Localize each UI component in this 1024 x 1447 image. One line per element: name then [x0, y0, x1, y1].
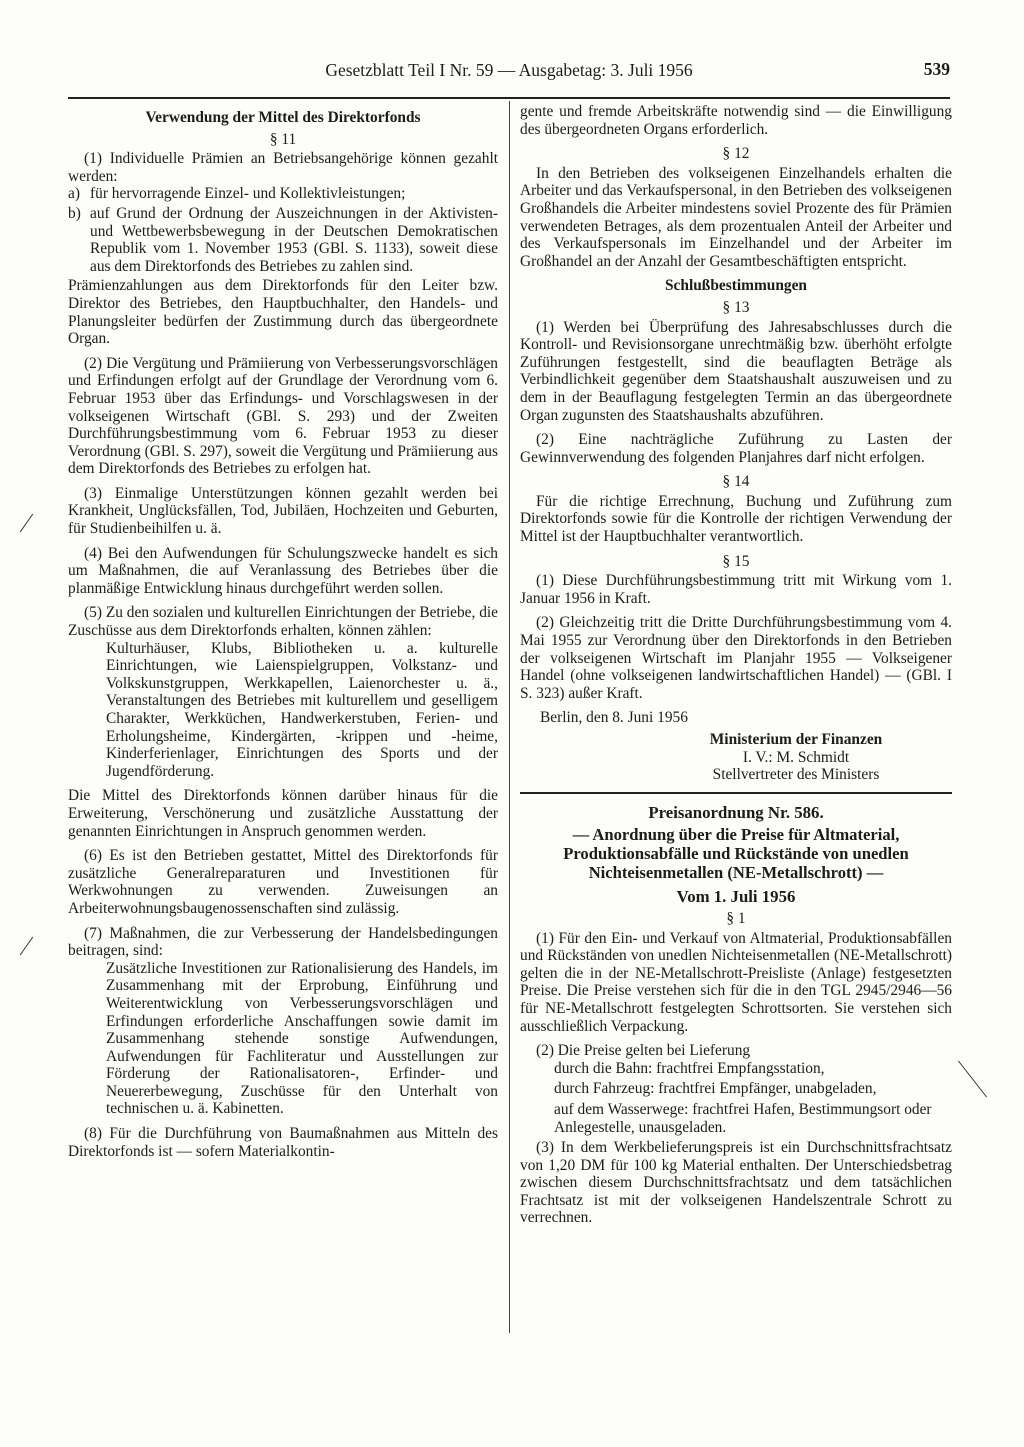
delivery-rail: durch die Bahn: frachtfrei Empfangsstation, [554, 1059, 825, 1077]
s11-p6: (6) Es ist den Betrieben gestattet, Mittel des Direktorfonds für zusätzliche Generalreparaturen und Investitionen für Werkwohnungen zu verwenden. Zuweisungen an Arbeiterwohnungsbaugenossenschaften sind zulässig. [68, 847, 498, 917]
paragraph-sign-1: § 1 [726, 909, 746, 927]
s11-p3: (3) Einmalige Unterstützungen können gezahlt werden bei Krankheit, Unglücksfällen, Tod, Jubiläen, Hochzeiten und Geburten, für Studienbeihilfen u. ä. [68, 484, 498, 538]
s11-p5-tail: Die Mittel des Direktorfonds können darüber hinaus für die Erweiterung, Verschönerung und zusätzliche Ausstattung der genannten Einrichtungen in Anspruch genommen werden. [68, 787, 498, 840]
delivery-vehicle: durch Fahrzeug: frachtfrei Empfänger, unabgeladen, [554, 1080, 877, 1098]
signatory: I. V.: M. Schmidt [742, 748, 850, 766]
page-number: 539 [923, 59, 950, 79]
pa-s1-p1: (1) Für den Ein- und Verkauf von Altmaterial, Produktionsabfällen und Rückständen von unedlen Nichteisenmetallen (NE-Metallschrott) gelten die in der NE-Metallschrott-Preisliste (Anlage) festgesetzten Preise. Die Preise verstehen sich für die in den TGL 2945/2946—56 für NE-Metallschrott festgelegten Schrottsorten. Sie verstehen sich ausschließlich Verpackung. [520, 929, 952, 1035]
paragraph-sign-14: § 14 [722, 473, 750, 491]
s11-p5-block: Kulturhäuser, Klubs, Bibliotheken u. a. kulturelle Einrichtungen, wie Laienspielgruppen, Volkstanz- und Volkskunstgruppen, Werkkapellen, Laienorchester u. ä., Veranstaltungen des Betriebes mit kulturellem und geselligem Charakter, Werkküchen, Handwerkerstuben, Ferien- und Erholungsheime, Kindergärten, -krippen und -heime, Kinderferienlager, Einrichtungen des Sports und der Jugendförderung. [106, 639, 498, 780]
price-order-date: Vom 1. Juli 1956 [676, 887, 796, 907]
section-rule [520, 792, 952, 794]
list-marker-a: a) [68, 185, 80, 203]
delivery-water: auf dem Wasserwege: frachtfrei Hafen, Bestimmungsort oder Anlegestelle, unausgeladen. [554, 1100, 932, 1136]
s11-p8-continued: gente und fremde Arbeitskräfte notwendig sind — die Einwilligung des übergeordneten Organs erforderlich. [520, 103, 952, 138]
s11-p4: (4) Bei den Aufwendungen für Schulungszwecke handelt es sich um Maßnahmen, die auf Veranlassung des Betriebes über die planmäßige Entwicklung hinaus durchgeführt werden sollen. [68, 544, 498, 597]
page-header [68, 60, 950, 90]
margin-mark-left-1 [20, 514, 33, 533]
pa-s1-p2-intro: (2) Die Preise gelten bei Lieferung [536, 1042, 751, 1060]
s15-p2: (2) Gleichzeitig tritt die Dritte Durchführungsbestimmung vom 4. Mai 1955 zur Verordnung über den Direktorfonds in den Betrieben der volkseigenen Wirtschaft im Planjahr 1955 — Volkseigener Handel (ohne volkseigenen landwirtschaftlichen Handel) — (GBl. I S. 323) außer Kraft. [520, 614, 952, 702]
s13-p1: (1) Werden bei Überprüfung des Jahresabschlusses durch die Kontroll- und Revisionsorgane unrechtmäßig bzw. überhöht erfolgte Zuführungen festgestellt, sind die beauflagten Beträge als Verbindlichkeit gegenüber dem Staatshaushalt auszuweisen und zu dem in der Beauflagung festgelegten Termin an das übergeordnete Organ zugunsten des Staatshaushalts abzuführen. [520, 318, 952, 424]
final-provisions-heading: Schlußbestimmungen [665, 277, 807, 295]
s13-p2: (2) Eine nachträgliche Zuführung zu Lasten der Gewinnverwendung des folgenden Planjahres darf nicht erfolgen. [520, 431, 952, 466]
price-order-title: Preisanordnung Nr. 586. [648, 802, 824, 822]
list-text-a: für hervorragende Einzel- und Kollektivleistungen; [90, 185, 406, 203]
s11-p1-intro: (1) Individuelle Prämien an Betriebsangehörige können gezahlt werden: [68, 150, 498, 185]
s11-p1-tail: Prämienzahlungen aus dem Direktorfonds für den Leiter bzw. Direktor des Betriebes, den Hauptbuchhalter, den Handels- und Planungsleiter bedürfen der Zustimmung durch das übergeordnete Organ. [68, 277, 498, 348]
list-text-b: auf Grund der Ordnung der Auszeichnungen in der Aktivisten- und Wettbewerbsbewegung in der Deutschen Demokratischen Republik vom 1. November 1953 (GBl. S. 1133), soweit diese aus dem Direktorfonds des Betriebes zu zahlen sind. [90, 204, 498, 275]
header-title: Gesetzblatt Teil I Nr. 59 — Ausgabetag: 3. Juli 1956 [325, 60, 693, 80]
signatory-role: Stellvertreter des Ministers [712, 766, 880, 784]
s11-p7-intro: (7) Maßnahmen, die zur Verbesserung der Handelsbedingungen beitragen, sind: [68, 924, 498, 960]
place-date: Berlin, den 8. Juni 1956 [540, 709, 688, 727]
list-item-b [68, 205, 498, 275]
section-heading-direktorfonds: Verwendung der Mittel des Direktorfonds [145, 109, 421, 126]
paragraph-sign-13: § 13 [722, 298, 750, 316]
right-column [520, 103, 952, 1234]
column-divider [509, 101, 510, 1333]
margin-mark-left-2 [20, 937, 33, 956]
left-column [68, 105, 498, 1167]
paragraph-sign-12: § 12 [722, 145, 750, 163]
price-order-subtitle: — Anordnung über die Preise für Altmaterial, Produktionsabfälle und Rückstände von unedlen Nichteisenmetallen (NE-Metallschrott) — [563, 825, 909, 883]
list-marker-b: b) [68, 204, 81, 222]
s14-text: Für die richtige Errechnung, Buchung und Zuführung zum Direktorfonds sowie für die Kontrolle der richtigen Verwendung der Mittel ist der Hauptbuchhalter verantwortlich. [520, 492, 952, 546]
s15-p1: (1) Diese Durchführungsbestimmung tritt mit Wirkung vom 1. Januar 1956 in Kraft. [520, 572, 952, 607]
s11-p5-intro: (5) Zu den sozialen und kulturellen Einrichtungen der Betriebe, die Zuschüsse aus dem Direktorfonds erhalten, können zählen: [68, 604, 498, 640]
margin-mark-right [958, 1061, 987, 1098]
s11-p7-block: Zusätzliche Investitionen zur Rationalisierung des Handels, im Zusammenhang mit der Erprobung, Einführung und Weiterentwicklung von Verbesserungsvorschlägen und Erfindungen erforderliche Anschaffungen sowie damit im Zusammenhang stehende sonstige Aufwendungen, Aufwendungen für Fachliteratur und Ausstellungen zur Förderung der Rationalisatoren-, Erfinder- und Neuererbewegung, Zuschüsse für den Unterhalt von technischen u. ä. Kabinetten. [106, 959, 498, 1118]
s11-p1-list [68, 185, 498, 275]
s11-p2: (2) Die Vergütung und Prämiierung von Verbesserungsvorschlägen und Erfindungen erfolgt auf der Grundlage der Verordnung vom 6. Februar 1953 über das Erfindungs- und Vorschlagswesen in der volkseigenen Wirtschaft (GBl. S. 293) und der Zweiten Durchführungsbestimmung vom 6. Februar 1953 zu dieser Verordnung (GBl. S. 297), soweit die Vergütung und Prämiierung aus dem Direktorfonds des Betriebes zu erfolgen hat. [68, 354, 498, 478]
ministry-name: Ministerium der Finanzen [709, 731, 883, 748]
s12-text: In den Betrieben des volkseigenen Einzelhandels erhalten die Arbeiter und das Verkaufspersonal, in den Betrieben des volkseigenen Großhandels die Arbeiter mindestens soviel Prozente des für Prämien verwendeten Betrages, als dem prozentualen Anteil der Arbeiter und des Verkaufspersonals im Einzelhandel und der Arbeiter im Großhandel an der Anzahl der Gesamtbeschäftigten entspricht. [520, 164, 952, 270]
paragraph-sign-11: § 11 [269, 130, 297, 148]
header-rule [68, 97, 950, 99]
paragraph-sign-15: § 15 [722, 552, 750, 570]
pa-s1-p3: (3) In dem Werkbelieferungspreis ist ein Durchschnittsfrachtsatz von 1,20 DM für 100 kg Material enthalten. Der Unterschiedsbetrag zwischen diesem Durchschnittsfrachtsatz und dem tatsächlichen Frachtsatz ist mit der volkseigenen Handelszentrale Schrott zu verrechnen. [520, 1139, 952, 1227]
list-item-a [68, 185, 498, 203]
s11-p8: (8) Für die Durchführung von Baumaßnahmen aus Mitteln des Direktorfonds ist — sofern Materialkontin- [68, 1125, 498, 1160]
